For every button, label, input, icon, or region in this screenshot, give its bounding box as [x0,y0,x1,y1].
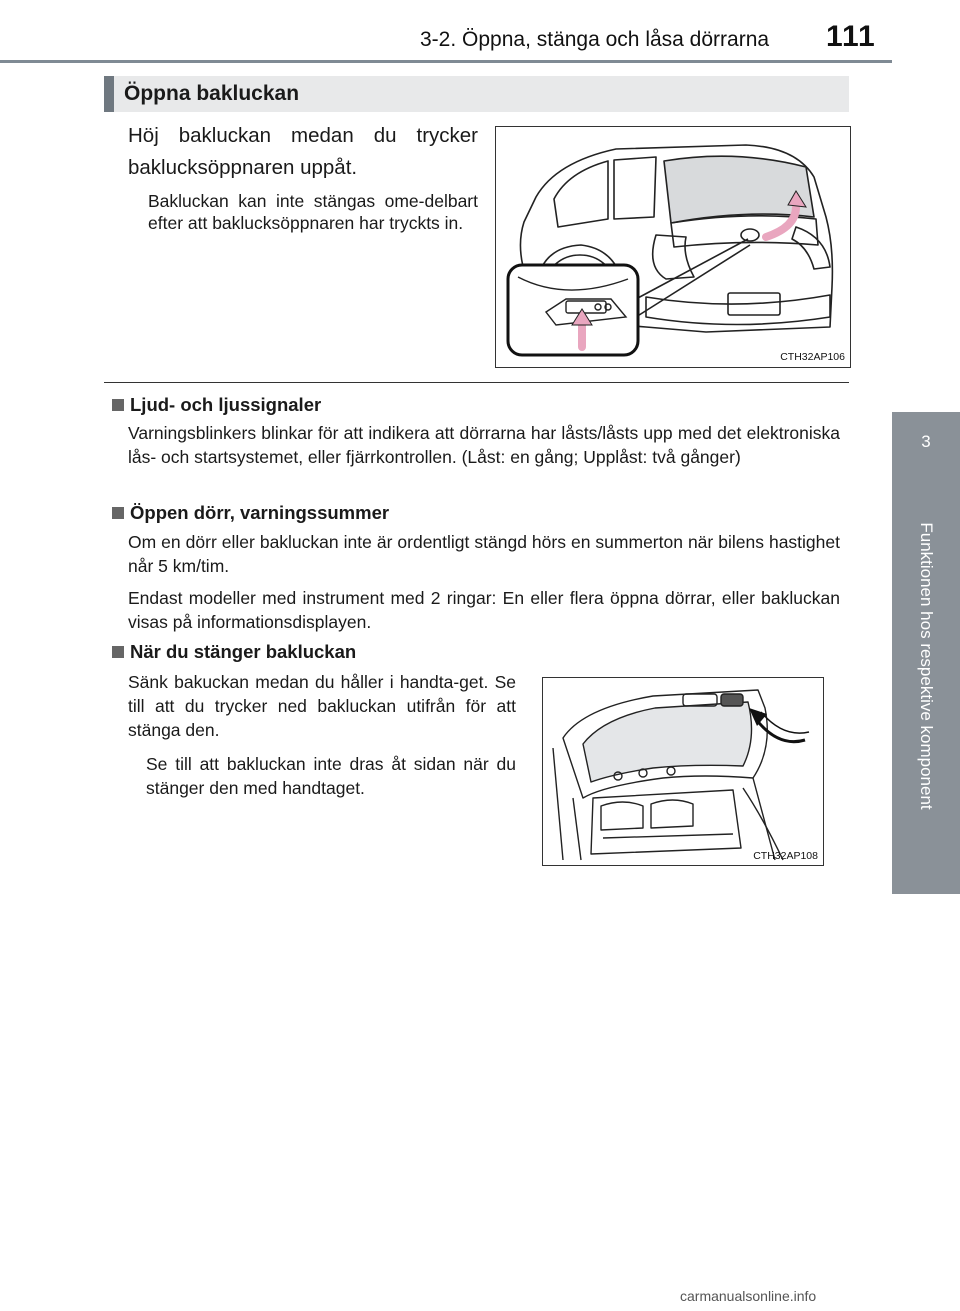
figure-closing-hatch [542,677,824,866]
running-header: 3-2. Öppna, stänga och låsa dörrarna [420,28,770,51]
section-heading-marker [104,76,114,112]
figure-rear-hatch-open [495,126,851,368]
subsection-heading [112,641,356,663]
subsection-title: När du stänger bakluckan [130,641,357,662]
closing-instruction: Sänk bakuckan medan du håller i handta-get. Se till att du trycker ned bakluckan utifrån för att stänga den. [128,672,516,740]
section-title: Öppna bakluckan [124,82,300,105]
subsection-heading [112,394,321,416]
subsection-title: Öppen dörr, varningssummer [130,502,390,523]
paragraph: Om en dörr eller bakluckan inte är ordentligt stängd hörs en summerton när bilens hastighet når 5 km/tim. [128,532,840,576]
hatch-interior-illustration [543,678,823,865]
paragraph: Endast modeller med instrument med 2 ringar: En eller flera öppna dörrar, eller bakluckan visas på informationsdisplayen. [128,588,840,632]
chapter-label: Funktionen hos respektive komponent [917,522,936,810]
watermark: carmanualsonline.info [680,1288,817,1304]
car-rear-illustration [496,127,850,367]
closing-note: Se till att bakluckan inte dras åt sidan när du stänger den med handtaget. [146,754,516,798]
subsection-title: Ljud- och ljussignaler [130,394,322,415]
bullet-square-icon [112,399,124,411]
page-number: 111 [826,20,876,53]
instruction-note: Bakluckan kan inte stängas ome-delbart efter att baklucksöppnaren har tryckts in. [148,191,478,233]
bullet-square-icon [112,646,124,658]
paragraph: Varningsblinkers blinkar för att indikera att dörrarna har låsts/låsts upp med det elektroniska lås- och startsystemet, eller fjärrkontrollen. (Låst: en gång; Upplåst: två gånger) [128,423,840,467]
bullet-square-icon [112,507,124,519]
chapter-number: 3 [921,432,931,451]
figure-code: CTH32AP106 [780,351,845,363]
header-rule [0,60,892,63]
figure-code: CTH32AP108 [753,850,818,862]
section-divider [104,382,849,383]
subsection-heading [112,502,389,524]
instruction-text: Höj bakluckan medan du trycker baklucksöppnaren uppåt. [128,124,478,179]
